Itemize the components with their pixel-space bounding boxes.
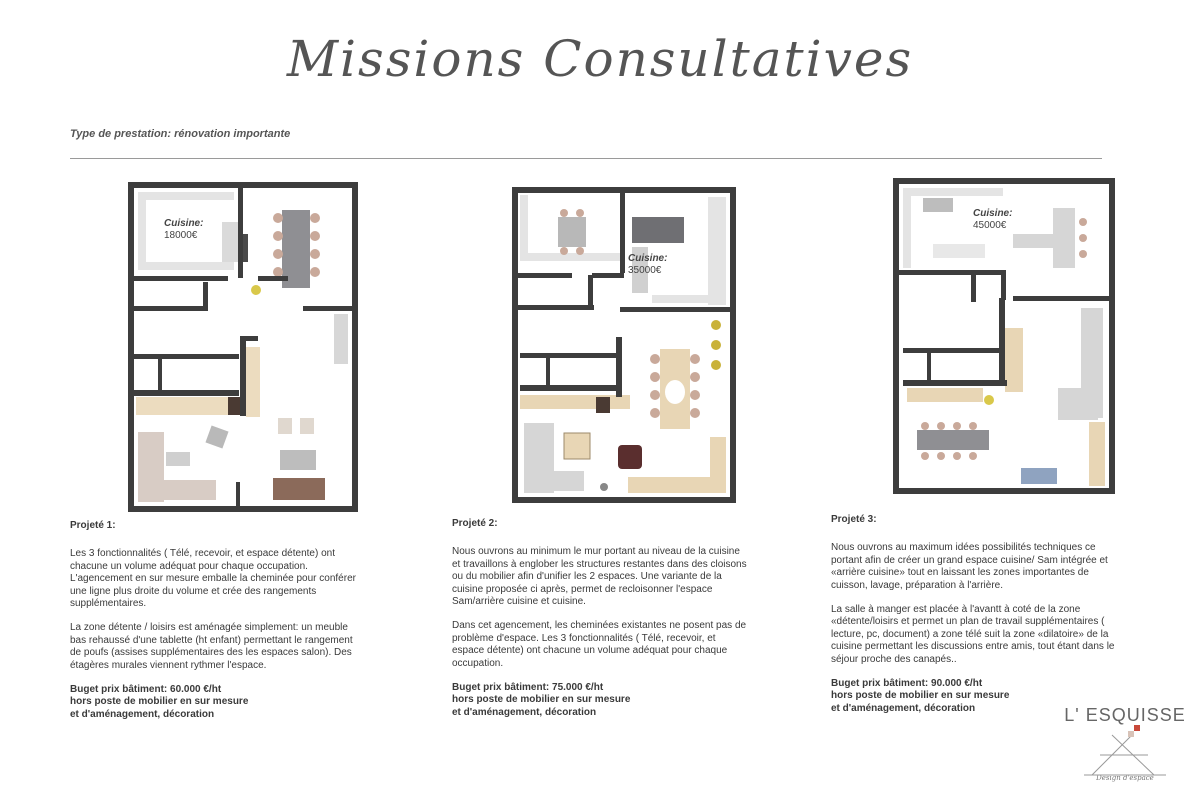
cuisine-label: Cuisine: (973, 208, 1013, 219)
floor-plan-1-drawing (128, 182, 358, 512)
project-heading: Projeté 3: (831, 514, 877, 525)
floor-plan-3 (893, 178, 1115, 494)
paragraph: La salle à manger est placée à l'avantt à coté de la zone «détente/loisirs et permet un plan de travail supplémentaires ( lecture, pc, document) a zone télé suit la zone «dilatoire» de la cuisine permettant les discussions entre amis, tout étant dans le séjour proche des canapés.. (831, 604, 1115, 665)
budget-line: et d'aménagement, décoration (831, 702, 976, 714)
plan1-sofa-brown (273, 478, 325, 500)
project-heading: Projeté 1: (70, 520, 116, 531)
plan1-shelving (136, 397, 236, 415)
budget (452, 682, 748, 719)
project-2-description (452, 518, 748, 719)
cuisine-price: 45000€ (973, 220, 1007, 231)
budget-line: hors poste de mobilier en sur mesure (70, 696, 249, 708)
budget-line: et d'aménagement, décoration (70, 708, 215, 720)
budget-line: Buget prix bâtiment: 60.000 €/ht (70, 684, 222, 696)
paragraph: Les 3 fonctionnalités ( Télé, recevoir, et espace détente) ont chacune un volume adéquat pour chaque occupation. L'agencement en sur mesure emballe la cheminée pour conférer une ligne plus droite du volume et crée des rangements supplémentaires. (70, 548, 356, 610)
budget-line: hors poste de mobilier en sur mesure (452, 694, 631, 706)
plan3-cuisine-label (973, 208, 1012, 232)
project-heading: Projeté 2: (452, 518, 498, 529)
logo-mark-icon (1062, 725, 1188, 785)
budget-line: Buget prix bâtiment: 90.000 €/ht (831, 678, 983, 690)
floor-plan-1 (128, 182, 358, 512)
floor-plan-2-drawing (512, 187, 736, 503)
page-subtitle: Type de prestation: rénovation importante (70, 128, 291, 140)
cuisine-label: Cuisine: (164, 218, 204, 229)
plan3-dining-table (917, 430, 989, 450)
paragraph: Nous ouvrons au maximum idées possibilités techniques ce portant afin de créer un grand espace cuisine/ Sam intégrée et «arrière cuisine» tout en laissant les zones importantes de cuisson, lavage, préparation à l'arrière. (831, 542, 1108, 591)
budget-line: et d'aménagement, décoration (452, 706, 597, 718)
plan2-sofa (524, 423, 554, 493)
budget-line: Buget prix bâtiment: 75.000 €/ht (452, 682, 604, 694)
project-1-description (70, 520, 360, 721)
floor-plan-2 (512, 187, 736, 503)
brand-name: L' ESQUISSE (1064, 705, 1186, 725)
budget-line: hors poste de mobilier en sur mesure (831, 690, 1010, 702)
cuisine-label: Cuisine: (628, 253, 668, 264)
plan1-cuisine-label (164, 218, 203, 242)
project-3-description (831, 514, 1123, 715)
brand-logo (1062, 705, 1188, 795)
page-title: Missions Consultatives (286, 30, 914, 88)
paragraph: Nous ouvrons au minimum le mur portant au niveau de la cuisine et travaillons à englober les structures restantes dans des cloisons ou du mobilier afin d'unifier les 2 espaces. Une variante de la cuisine proposée ci après, permet de recloisonner l'espace Sam/arrière cuisine et cuisine. (452, 546, 747, 608)
cuisine-price: 18000€ (164, 230, 198, 241)
brand-tagline: Design d'espace (1096, 774, 1154, 782)
cuisine-price: 35000€ (628, 265, 662, 276)
paragraph: Dans cet agencement, les cheminées existantes ne posent pas de problème d'espace. Les 3 fonctionnalités ( Télé, recevoir, et espace détente) ont chacune un volume adéquat pour chaque occupation. (452, 620, 747, 669)
divider (70, 158, 1102, 159)
paragraph: La zone détente / loisirs est aménagée simplement: un meuble bas rehaussé d'une tablette (ht enfant) permettant le rangement de poufs (assises supplémentaires des les espaces salon). Des étagères murales viennent rythmer l'espace. (70, 622, 353, 671)
budget (70, 684, 360, 721)
plan2-cuisine-label (628, 253, 667, 277)
